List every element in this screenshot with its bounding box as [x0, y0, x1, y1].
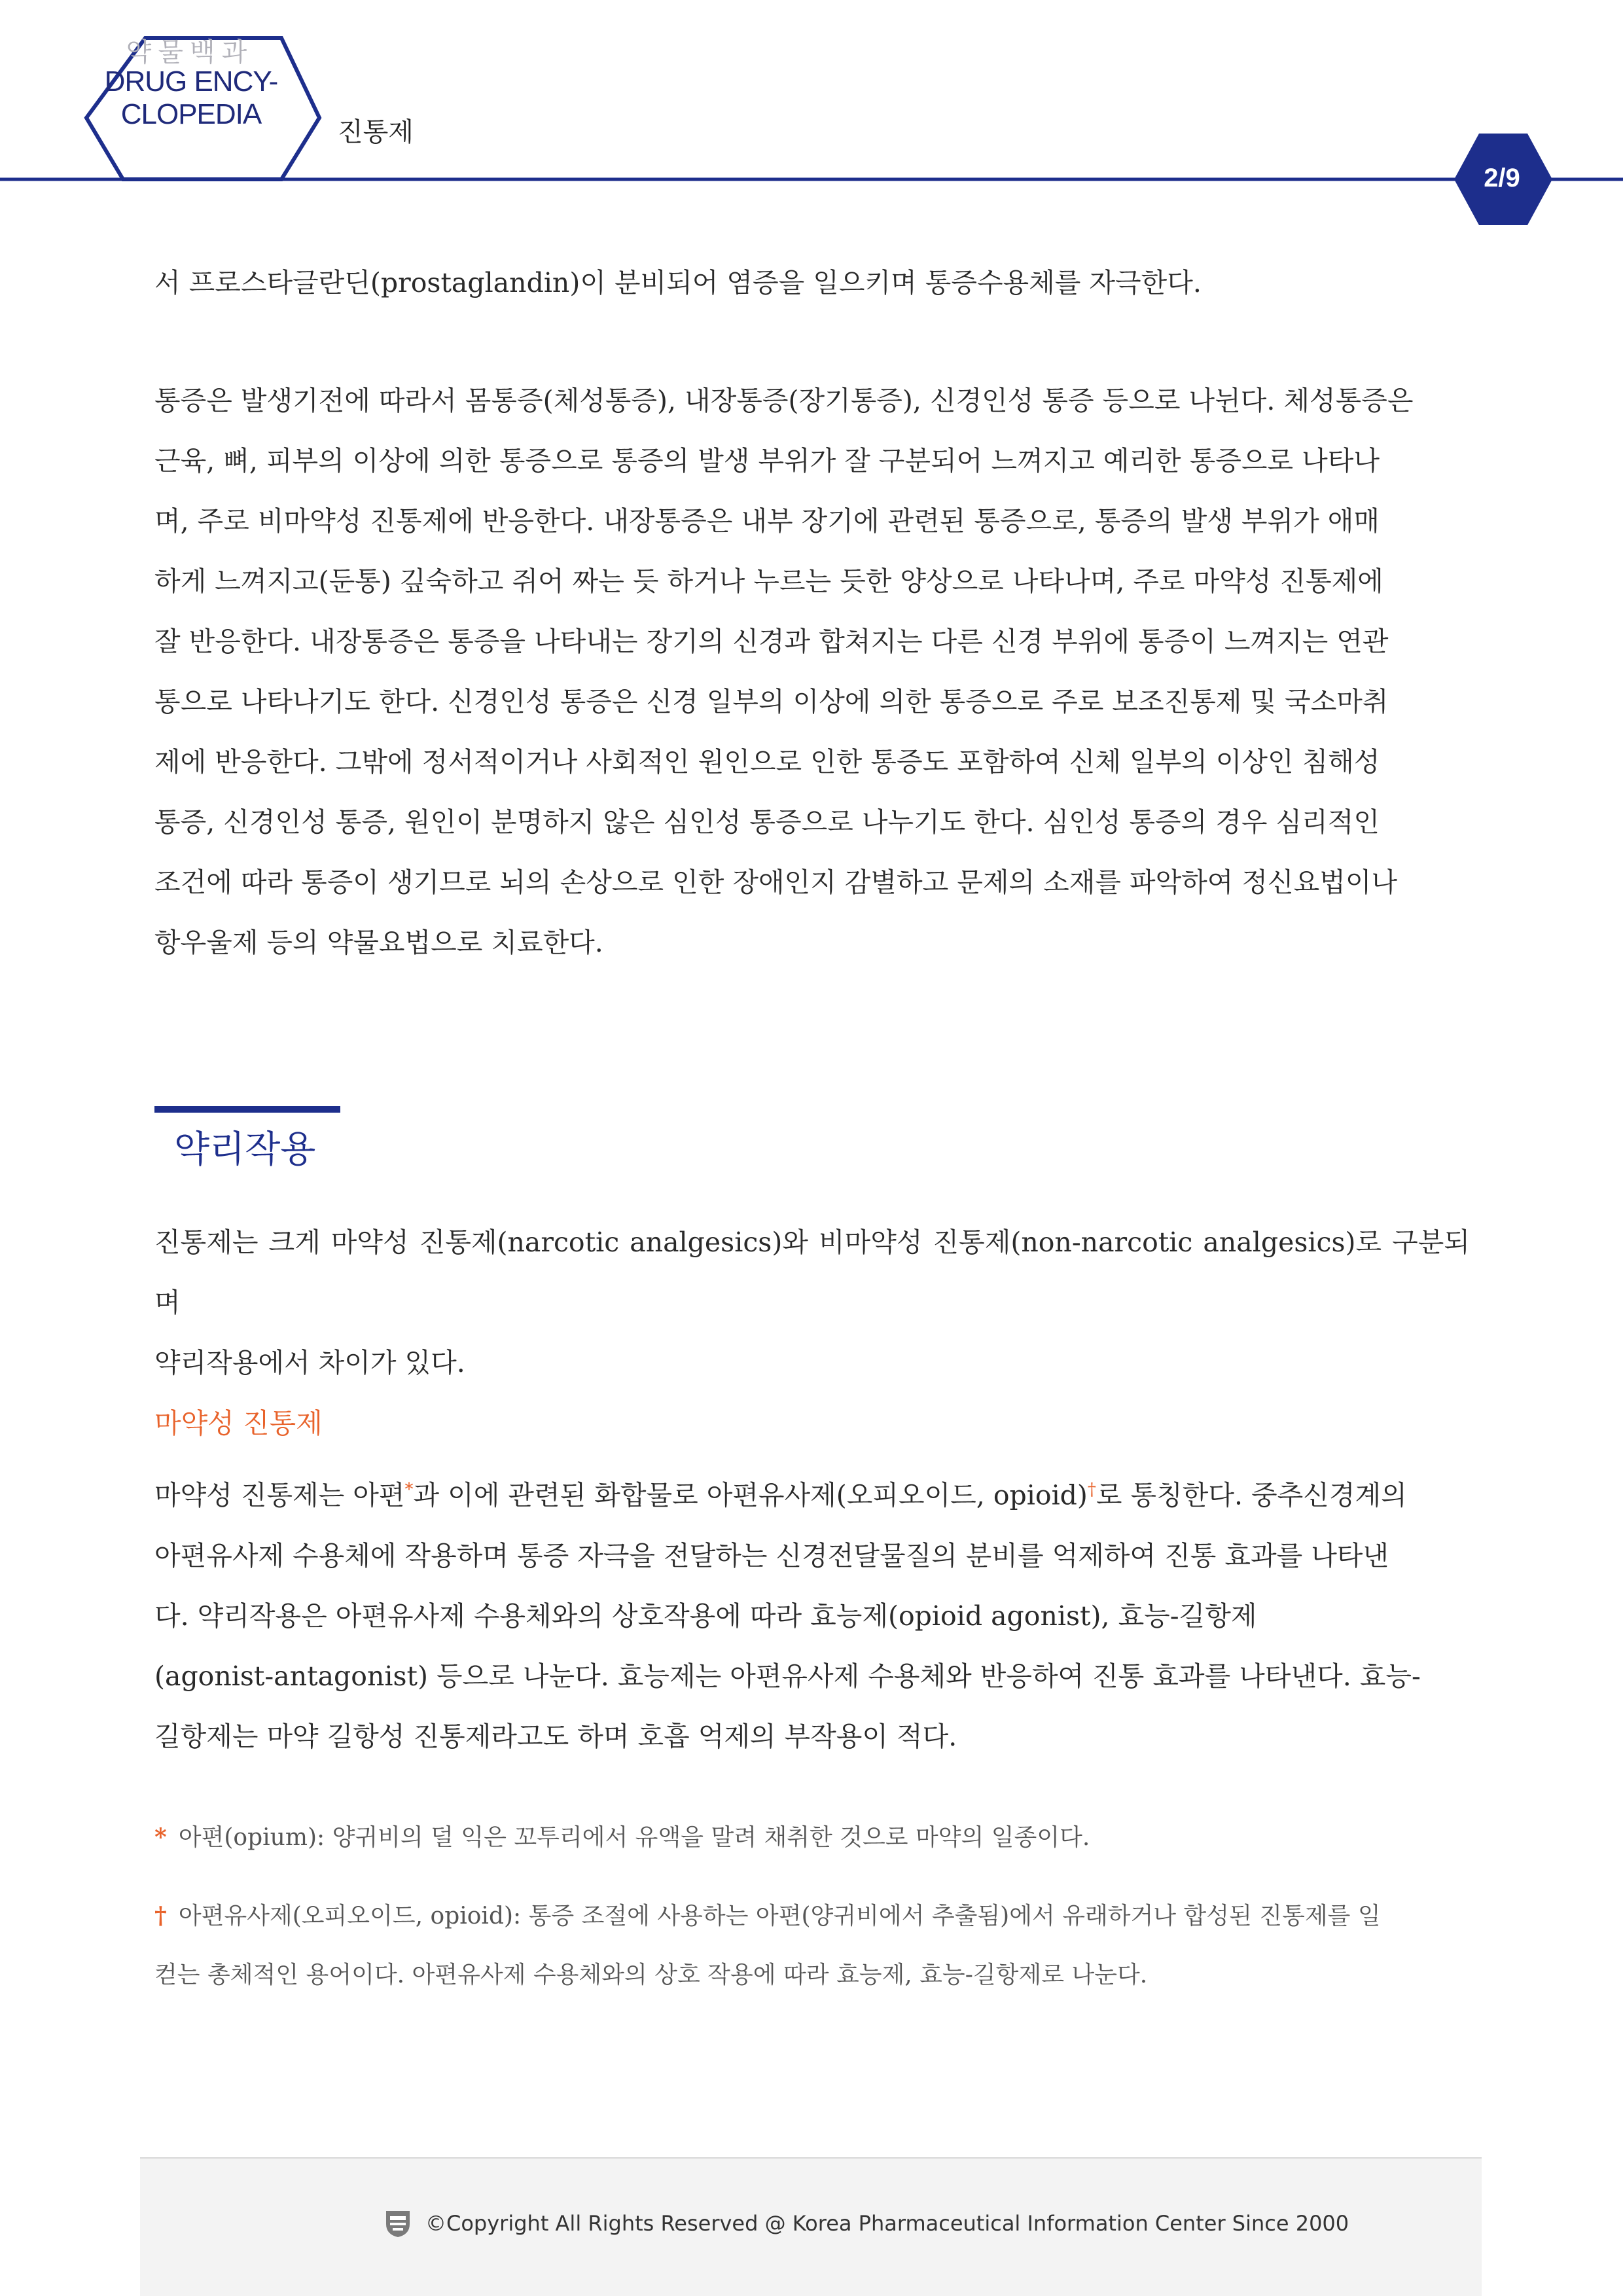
logo-english [86, 65, 296, 131]
paragraph-line: 다. 약리작용은 아편유사제 수용체와의 상호작용에 따라 효능제(opioid agonist), 효능-길항제 [154, 1600, 1257, 1632]
footer-copyright: ©Copyright All Rights Reserved @ Korea Pharmaceutical Information Center Since 2000 [425, 2211, 1349, 2236]
footnote-opium [154, 1808, 1470, 1867]
paragraph-line: 진통제는 크게 마약성 진통제(narcotic analgesics)와 비마약성 진통제(non-narcotic analgesics)로 구분되며 [154, 1227, 1470, 1318]
paragraph-line: 통증은 발생기전에 따라서 몸통증(체성통증), 내장통증(장기통증), 신경인성 통증 등으로 나뉜다. 체성통증은 [154, 385, 1414, 416]
text-run: 마약성 진통제는 아편 [154, 1479, 405, 1511]
paragraph-line: 조건에 따라 통증이 생기므로 뇌의 손상으로 인한 장애인지 감별하고 문제의 소재를 파악하여 정신요법이나 [154, 867, 1398, 898]
footnote-text: 아편(opium): 양귀비의 덜 익은 꼬투리에서 유액을 말려 채취한 것으로 마약의 일종이다. [178, 1824, 1090, 1851]
paragraph-3 [154, 1212, 1470, 1393]
paragraph-1 [154, 253, 1470, 313]
text-run: 과 이에 관련된 화합물로 아편유사제(오피오이드, opioid) [413, 1479, 1088, 1511]
footnote-line [154, 1886, 1470, 1946]
paragraph-line: 서 프로스타글란딘(prostaglandin)이 분비되어 염증을 일으키며 통증수용체를 자극한다. [154, 267, 1202, 298]
paragraph-line: 항우울제 등의 약물요법으로 치료한다. [154, 927, 603, 958]
kpic-shield-icon [383, 2208, 412, 2238]
paragraph-line: (agonist-antagonist) 등으로 나눈다. 효능제는 아편유사제 수용체와 반응하여 진통 효과를 나타낸다. 효능- [154, 1660, 1421, 1692]
paragraph-line: 약리작용에서 차이가 있다. [154, 1347, 465, 1378]
paragraph-line: 아편유사제 수용체에 작용하며 통증 자극을 전달하는 신경전달물질의 분비를 억제하여 진통 효과를 나타낸 [154, 1539, 1389, 1571]
paragraph-4 [154, 1460, 1470, 1767]
footnote-star-mark: * [154, 1823, 167, 1851]
logo-english-line2: CLOPEDIA [120, 98, 262, 130]
footer-rule [140, 2157, 1482, 2159]
section-accent-bar [154, 1106, 340, 1113]
footnote-text: 아편유사제(오피오이드, opioid): 통증 조절에 사용하는 아편(양귀비에서 추출됨)에서 유래하거나 합성된 진통제를 일 [178, 1903, 1381, 1929]
footnote-dagger-mark: † [154, 1902, 167, 1929]
footnote-ref-star[interactable]: * [404, 1480, 414, 1499]
paragraph-line: 제에 반응한다. 그밖에 정서적이거나 사회적인 원인으로 인한 통증도 포함하여 신체 일부의 이상인 침해성 [154, 746, 1380, 778]
paragraph-line: 통으로 나타나기도 한다. 신경인성 통증은 신경 일부의 이상에 의한 통증으로 주로 보조진통제 및 국소마취 [154, 686, 1389, 717]
footnote-line: 컫는 총체적인 용어이다. 아편유사제 수용체와의 상호 작용에 따라 효능제, 효능-길항제로 나눈다. [154, 1962, 1148, 1988]
paragraph-line: 길항제는 마약 길항성 진통제라고도 하며 호흡 억제의 부작용이 적다. [154, 1720, 957, 1752]
paragraph-line: 잘 반응한다. 내장통증은 통증을 나타내는 장기의 신경과 합쳐지는 다른 신경 부위에 통증이 느껴지는 연관 [154, 626, 1389, 657]
paragraph-line: 근육, 뼈, 피부의 이상에 의한 통증으로 통증의 발생 부위가 잘 구분되어 느껴지고 예리한 통증으로 나타나 [154, 445, 1380, 476]
page-number: 2/9 [1484, 164, 1520, 192]
logo-english-line1: DRUG ENCY- [104, 65, 278, 98]
paragraph-line: 통증, 신경인성 통증, 원인이 분명하지 않은 심인성 통증으로 나누기도 한다. 심인성 통증의 경우 심리적인 [154, 806, 1380, 838]
subsection-title: 마약성 진통제 [154, 1407, 323, 1439]
footnote-ref-dagger[interactable]: † [1087, 1480, 1096, 1499]
section-title: 약리작용 [174, 1128, 316, 1171]
paragraph-2 [154, 370, 1470, 973]
paragraph-line: 하게 느껴지고(둔통) 깊숙하고 쥐어 짜는 듯 하거나 누르는 듯한 양상으로 나타나며, 주로 마약성 진통제에 [154, 565, 1383, 597]
text-run: 로 통칭한다. 중추신경계의 [1096, 1479, 1407, 1511]
paragraph-line: 며, 주로 비마약성 진통제에 반응한다. 내장통증은 내부 장기에 관련된 통증으로, 통증의 발생 부위가 애매 [154, 505, 1380, 537]
footnote-opioid [154, 1886, 1470, 2005]
paragraph-line [154, 1460, 1470, 1526]
logo-korean: 약물백과 [126, 37, 254, 67]
document-title: 진통제 [338, 117, 414, 147]
